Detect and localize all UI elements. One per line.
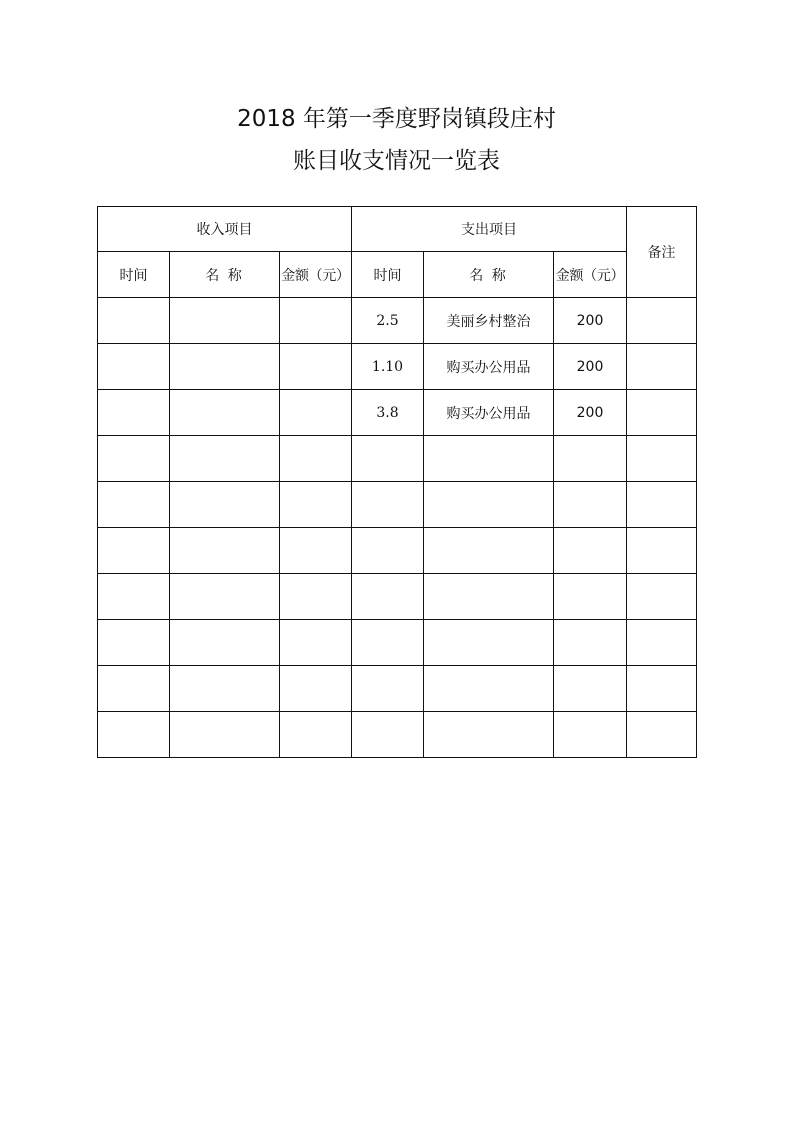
table-row [98, 712, 697, 758]
document-title-line2: 账目收支情况一览表 [293, 148, 500, 174]
column-header-row [98, 252, 697, 298]
expense-name-cell [424, 528, 554, 574]
note-header: 备注 [627, 207, 697, 298]
expense-amount-cell: 200 [554, 390, 627, 436]
income-time-cell [98, 344, 170, 390]
expense-amount-cell [554, 574, 627, 620]
expense-time-cell [352, 436, 424, 482]
income-name-cell [170, 344, 280, 390]
ledger-body [98, 298, 697, 758]
income-name-cell [170, 574, 280, 620]
expense-name-cell [424, 482, 554, 528]
expense-amount-cell [554, 712, 627, 758]
expense-name-cell [424, 666, 554, 712]
table-row [98, 482, 697, 528]
expense-time-cell [352, 482, 424, 528]
income-amount-cell [280, 436, 352, 482]
expense-name-header: 名 称 [424, 252, 554, 298]
expense-time-cell [352, 666, 424, 712]
income-name-header: 名 称 [170, 252, 280, 298]
income-name-cell [170, 298, 280, 344]
expense-time-header: 时间 [352, 252, 424, 298]
table-row [98, 436, 697, 482]
expense-amount-cell: 200 [554, 344, 627, 390]
note-cell [627, 390, 697, 436]
income-name-cell [170, 436, 280, 482]
income-time-cell [98, 482, 170, 528]
income-name-cell [170, 390, 280, 436]
expense-amount-cell [554, 666, 627, 712]
expense-name-cell [424, 436, 554, 482]
expense-time-cell: 3.8 [352, 390, 424, 436]
expense-time-cell: 2.5 [352, 298, 424, 344]
expense-time-cell [352, 574, 424, 620]
expense-time-cell: 1.10 [352, 344, 424, 390]
income-time-cell [98, 436, 170, 482]
note-cell [627, 298, 697, 344]
income-time-cell [98, 574, 170, 620]
income-time-cell [98, 712, 170, 758]
note-cell [627, 712, 697, 758]
expense-amount-cell [554, 482, 627, 528]
income-time-cell [98, 298, 170, 344]
expense-time-cell [352, 528, 424, 574]
income-time-cell [98, 620, 170, 666]
expense-amount-cell [554, 436, 627, 482]
income-group-header: 收入项目 [98, 207, 352, 252]
ledger-table [97, 206, 697, 758]
income-name-cell [170, 712, 280, 758]
table-row [98, 528, 697, 574]
income-name-cell [170, 482, 280, 528]
note-cell [627, 620, 697, 666]
expense-time-cell [352, 620, 424, 666]
note-cell [627, 482, 697, 528]
income-name-cell [170, 666, 280, 712]
income-amount-cell [280, 344, 352, 390]
expense-amount-cell [554, 528, 627, 574]
note-cell [627, 344, 697, 390]
note-cell [627, 666, 697, 712]
note-cell [627, 436, 697, 482]
table-row [98, 390, 697, 436]
expense-group-header: 支出项目 [352, 207, 627, 252]
expense-amount-cell: 200 [554, 298, 627, 344]
income-time-cell [98, 528, 170, 574]
income-time-header: 时间 [98, 252, 170, 298]
income-amount-cell [280, 482, 352, 528]
income-time-cell [98, 390, 170, 436]
expense-amount-cell [554, 620, 627, 666]
expense-amount-header: 金额（元） [554, 252, 627, 298]
income-amount-cell [280, 712, 352, 758]
income-name-cell [170, 620, 280, 666]
table-row [98, 574, 697, 620]
document-title-line1: 2018 年第一季度野岗镇段庄村 [237, 106, 556, 132]
note-cell [627, 528, 697, 574]
expense-name-cell [424, 620, 554, 666]
note-cell [627, 574, 697, 620]
income-amount-cell [280, 528, 352, 574]
income-amount-cell [280, 620, 352, 666]
expense-time-cell [352, 712, 424, 758]
expense-name-cell: 美丽乡村整治 [424, 298, 554, 344]
income-amount-cell [280, 298, 352, 344]
income-amount-header: 金额（元） [280, 252, 352, 298]
table-row [98, 344, 697, 390]
table-row [98, 666, 697, 712]
group-header-row [98, 207, 697, 252]
expense-name-cell: 购买办公用品 [424, 344, 554, 390]
income-time-cell [98, 666, 170, 712]
income-amount-cell [280, 574, 352, 620]
table-row [98, 298, 697, 344]
income-name-cell [170, 528, 280, 574]
table-row [98, 620, 697, 666]
income-amount-cell [280, 390, 352, 436]
expense-name-cell [424, 712, 554, 758]
expense-name-cell [424, 574, 554, 620]
expense-name-cell: 购买办公用品 [424, 390, 554, 436]
income-amount-cell [280, 666, 352, 712]
